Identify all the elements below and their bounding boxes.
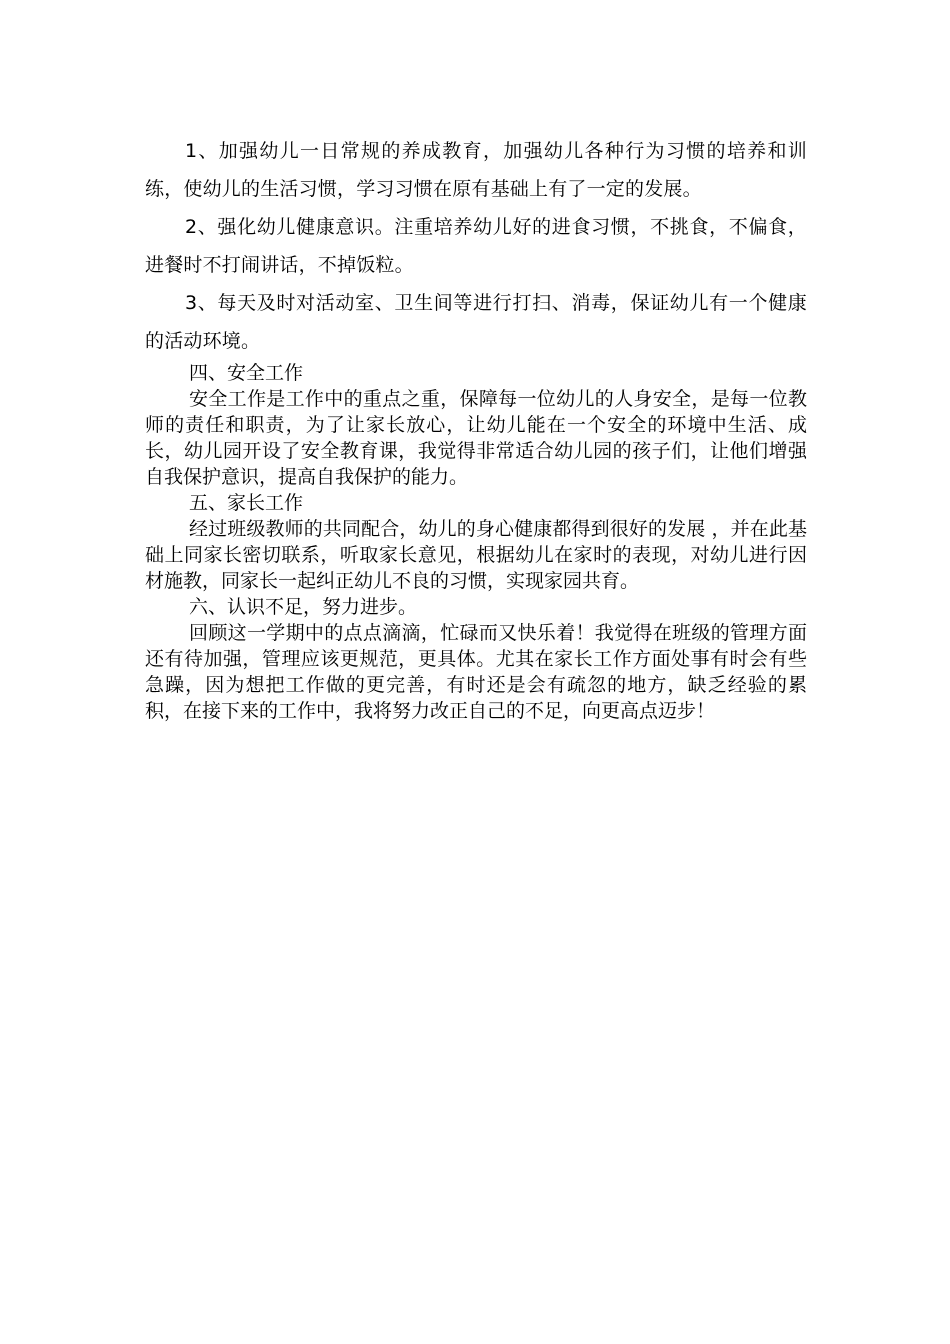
section-body-safety: 安全工作是工作中的重点之重，保障每一位幼儿的人身安全，是每一位教师的责任和职责，为了让家长放心，让幼儿能在一个安全的环境中生活、成长，幼儿园开设了安全教育课，我觉得非常适合幼儿园的孩子们，让他们增强自我保护意识，提高自我保护的能力。 xyxy=(145,388,807,488)
list-item-1: 1、加强幼儿一日常规的养成教育，加强幼儿各种行为习惯的培养和训练，使幼儿的生活习惯，学习习惯在原有基础上有了一定的发展。 xyxy=(145,140,807,200)
section-heading-parents: 五、家长工作 xyxy=(189,492,304,514)
section-heading-safety: 四、安全工作 xyxy=(189,362,304,384)
section-heading-reflection: 六、认识不足，努力进步。 xyxy=(189,596,418,618)
section-body-parents: 经过班级教师的共同配合，幼儿的身心健康都得到很好的发展 ，并在此基础上同家长密切联系，听取家长意见，根据幼儿在家时的表现，对幼儿进行因材施教，同家长一起纠正幼儿不良的习惯，实现家园共育。 xyxy=(145,518,807,592)
list-item-3: 3、每天及时对活动室、卫生间等进行打扫、消毒，保证幼儿有一个健康的活动环境。 xyxy=(145,292,807,352)
list-item-2: 2、强化幼儿健康意识。注重培养幼儿好的进食习惯，不挑食，不偏食，进餐时不打闹讲话，不掉饭粒。 xyxy=(145,216,807,276)
section-body-reflection: 回顾这一学期中的点点滴滴，忙碌而又快乐着！我觉得在班级的管理方面还有待加强，管理应该更规范，更具体。尤其在家长工作方面处事有时会有些急躁，因为想把工作做的更完善，有时还是会有疏忽的地方，缺乏经验的累积，在接下来的工作中，我将努力改正自己的不足，向更高点迈步！ xyxy=(145,622,807,722)
document-page xyxy=(145,132,807,724)
